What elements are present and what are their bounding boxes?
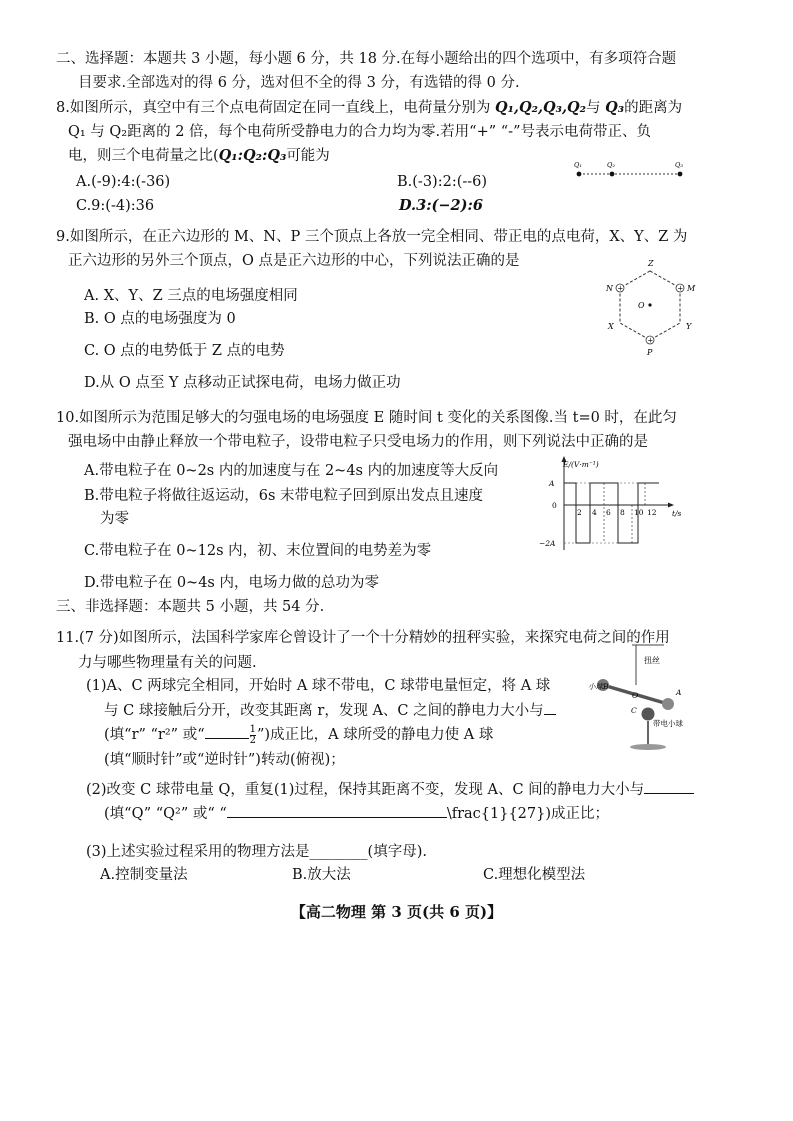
q10-option-c: C.带电粒子在 0~12s 内，初、末位置间的电势差为零 [84, 543, 432, 559]
graph-y-tick-zero: 0 [552, 501, 557, 510]
charge-q1-dot [577, 172, 582, 177]
q8-charges-figure [570, 158, 690, 182]
q11-line2: 力与哪些物理量有关的问题. [78, 655, 257, 671]
vertex-p-label: P [647, 348, 653, 357]
svg-text:+: + [617, 284, 624, 293]
section2-line2: 目要求.全部选对的得 6 分，选对但不全的得 3 分，有选错的得 0 分. [78, 75, 520, 91]
answer-blank [205, 724, 249, 739]
q10-field-time-graph [535, 450, 685, 555]
q9-hexagon-figure [592, 255, 722, 365]
center-o-dot [648, 303, 651, 306]
q8-option-b: B.(-3):2:(--6) [397, 174, 488, 190]
q11-part3-option-c: C.理想化模型法 [483, 867, 586, 883]
torsion-balance-figure [588, 641, 698, 756]
q9-option-c: C. O 点的电势低于 Z 点的电势 [84, 343, 285, 359]
graph-x-tick-12: 12 [647, 508, 657, 517]
page-footer: 【高二物理 第 3 页(共 6 页)】 [290, 903, 503, 921]
ball-a-label: A [676, 688, 682, 697]
answer-blank [227, 803, 447, 818]
torsion-wire-label: 扭丝 [644, 656, 660, 665]
q9-line2: 正六边形的另外三个顶点，O 点是正六边形的中心，下列说法正确的是 [68, 253, 520, 269]
q10-line2: 强电场中由静止释放一个带电粒子，设带电粒子只受电场力的作用，则下列说法中正确的是 [68, 434, 648, 450]
q9-option-d: D.从 O 点至 Y 点移动正试探电荷，电场力做正功 [84, 375, 401, 391]
q10-option-b-line1: B.带电粒子将做往返运动，6s 末带电粒子回到原出发点且速度 [84, 488, 484, 504]
q11-part1-line2: 与 C 球接触后分开，改变其距离 r，发现 A、C 之间的静电力大小与 [104, 700, 556, 721]
charge-q2-label: Q₂ [607, 161, 615, 169]
svg-text:+: + [647, 336, 654, 345]
section3-title: 三、非选择题：本题共 5 小题，共 54 分. [56, 599, 325, 615]
q11-part1-line3: (填“r” “r²” 或“ $\frac{1}{2}$ ”)成正比，A 球所受的静电力使 A 球 [104, 723, 494, 746]
vertex-z-label: Z [648, 259, 654, 268]
charge-q1-label: Q₁ [574, 161, 582, 169]
q9-option-a: A. X、Y、Z 三点的电场强度相同 [84, 288, 298, 304]
ball-b-label: 小球B [588, 682, 609, 691]
q11-line1: 11.(7 分)如图所示，法国科学家库仑曾设计了一个十分精妙的扭秤实验，来探究电荷之间的作用 [56, 630, 670, 646]
q8-line2: Q₁ 与 Q₂距离的 2 倍，每个电荷所受静电力的合力均为零.若用“+” “-”号表示电荷带正、负 [68, 124, 651, 140]
vertex-y-label: Y [686, 322, 692, 331]
vertex-n-label: N [606, 284, 613, 293]
ball-c-label: C [631, 706, 637, 715]
q11-part1-line4: (填“顺时针”或“逆时针”)转动(俯视)； [104, 752, 345, 768]
q8-option-c: C.9:(-4):36 [76, 198, 155, 214]
graph-x-tick-6: 6 [606, 508, 611, 517]
q8-option-d: D.3:(−2):6 [399, 197, 483, 214]
section2-line1: 二、选择题：本题共 3 小题，每小题 6 分，共 18 分.在每小题给出的四个选项中，有多项符合题 [56, 51, 677, 67]
q10-option-a: A.带电粒子在 0~2s 内的加速度与在 2~4s 内的加速度等大反向 [84, 463, 499, 479]
charge-q2-dot [610, 172, 615, 177]
q8-option-a: A.(-9):4:(-36) [76, 174, 171, 190]
charge-q3-label: Q₃ [675, 161, 683, 169]
graph-x-tick-10: 10 [634, 508, 644, 517]
q11-part2-line1: (2)改变 C 球带电量 Q，重复(1)过程，保持其距离不变，发现 A、C 间的静电力大小与 [86, 779, 694, 800]
graph-x-tick-4: 4 [592, 508, 597, 517]
graph-y-label: E/(V·m⁻¹) [563, 460, 599, 469]
q10-option-d: D.带电粒子在 0~4s 内，电场力做的总功为零 [84, 575, 379, 591]
q9-line1: 9.如图所示，在正六边形的 M、N、P 三个顶点上各放一完全相同、带正电的点电荷，X、Y、Z 为 [56, 229, 688, 245]
ball-a [662, 698, 674, 710]
center-o-label: O [638, 301, 645, 310]
charged-ball-label: 带电小球 [653, 719, 683, 728]
q8-line1: 8.如图所示，真空中有三个点电荷固定在同一直线上，电荷量分别为 Q₁,Q₂,Q₃,Q₂与 Q₃的距离为 [56, 99, 683, 116]
charge-q3-dot [678, 172, 683, 177]
svg-text:+: + [677, 284, 684, 293]
q9-option-b: B. O 点的电场强度为 0 [84, 311, 236, 327]
graph-y-tick-neg2a: −2A [539, 539, 556, 548]
q10-option-b-line2: 为零 [100, 511, 129, 527]
q8-line3: 电，则三个电荷量之比(Q₁:Q₂:Q₃可能为 [68, 147, 330, 164]
vertex-m-label: M [687, 284, 696, 293]
q11-part1-line1: (1)A、C 两球完全相同，开始时 A 球不带电，C 球带电量恒定，将 A 球 [86, 678, 551, 694]
graph-y-tick-a: A [549, 479, 555, 488]
vertex-x-label: X [608, 322, 614, 331]
q11-part3-option-b: B.放大法 [292, 867, 351, 883]
graph-x-tick-8: 8 [620, 508, 625, 517]
q10-line1: 10.如图所示为范围足够大的匀强电场的电场强度 E 随时间 t 变化的关系图像.当 t=0 时，在此匀 [56, 410, 677, 426]
q11-part3-line1: (3)上述实验过程采用的物理方法是________(填字母). [86, 844, 427, 860]
pivot-o-label: O [632, 691, 639, 700]
graph-x-tick-2: 2 [577, 508, 582, 517]
graph-x-label: t/s [672, 509, 682, 518]
q11-part2-line2: (填“Q” “Q²” 或“ “ \frac{1}{27})成正比； [104, 803, 609, 824]
q11-part3-option-a: A.控制变量法 [100, 867, 188, 883]
